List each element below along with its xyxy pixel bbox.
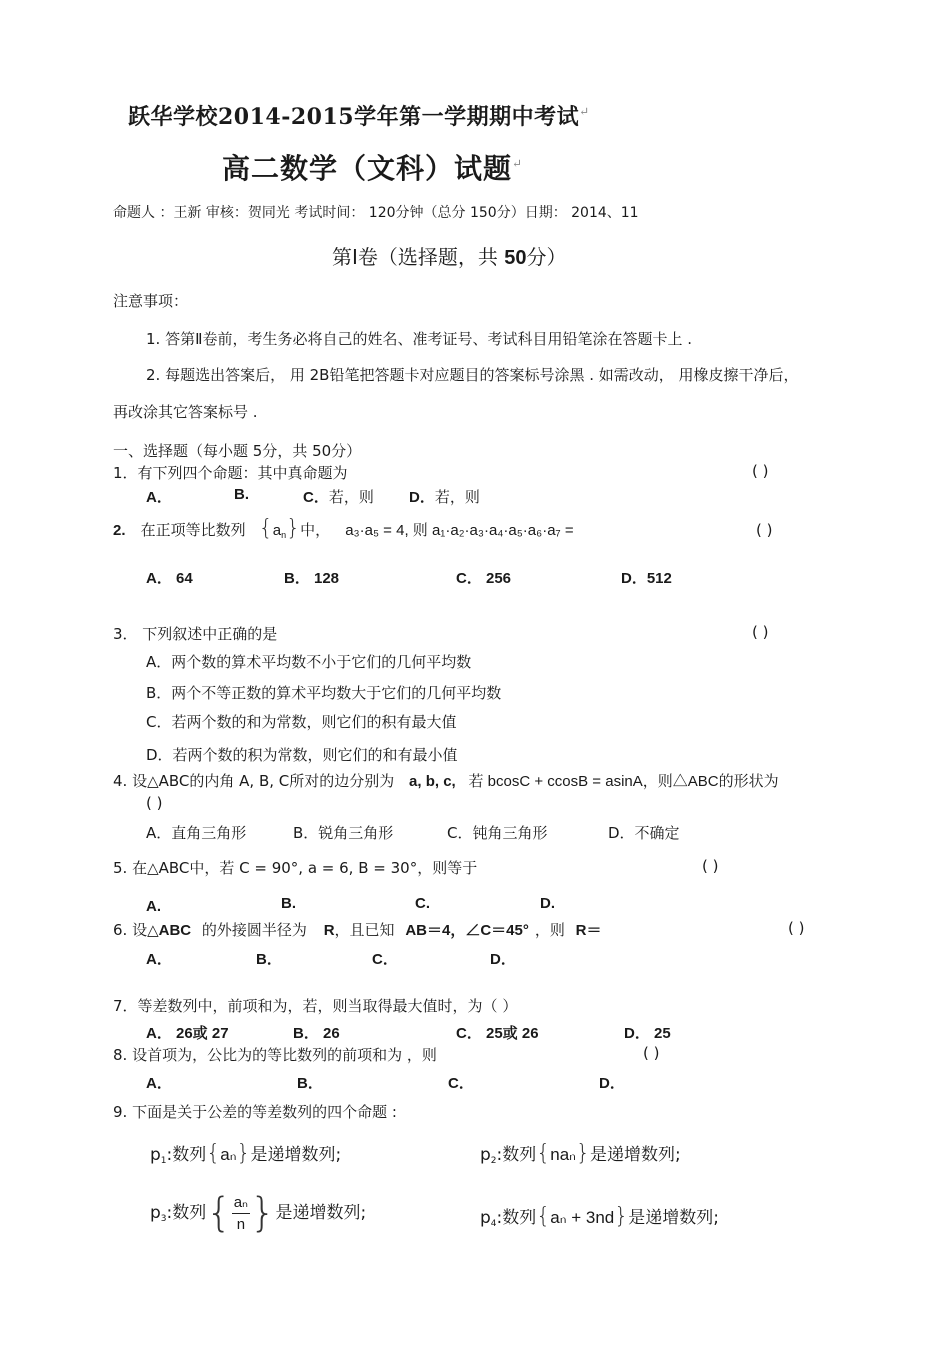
question-8-answer-paren: ( ) <box>643 1044 660 1062</box>
question-1-stem: 1．有下列四个命题：其中真命题为 <box>113 464 348 482</box>
question-2-stem: 2. 在正项等比数列 $\{a_n\}$中， a₃·a₅ = 4, 则 a₁·a₂·a₃·a₄·a₅·a₆·a₇ = <box>113 516 574 541</box>
question-2-option-a: A． 64 <box>146 570 193 587</box>
question-2-option-b: B． 128 <box>284 570 340 587</box>
question-3-option-c: C．若两个数的和为常数，则它们的积有最大值 <box>146 713 457 731</box>
question-6-stem: 6. 设△ABC 的外接圆半径为 R，且已知 AB＝4，∠C＝45° ，则 R＝ <box>113 921 602 939</box>
question-6-option-c: C． <box>372 951 398 968</box>
question-2-option-d: D．512 <box>621 570 672 587</box>
question-4-answer-paren: ( ) <box>146 794 163 812</box>
question-1-option-b: B. <box>234 486 249 503</box>
notes-heading: 注意事项： <box>113 292 189 310</box>
school-title: 跃华学校2014-2015学年第一学期期中考试↵ <box>128 104 590 130</box>
question-6-option-a: A． <box>146 951 172 968</box>
question-3-option-d: D．若两个数的积为常数，则它们的和有最小值 <box>146 746 458 764</box>
part-heading: 一、选择题（每小题 5分，共 50分） <box>113 442 362 460</box>
exam-title: 高二数学（文科）试题↵ <box>222 152 524 185</box>
question-1-option-d: D．若，则 <box>409 488 480 506</box>
question-3-stem: 3． 下列叙述中正确的是 <box>113 625 278 643</box>
question-6-answer-paren: ( ) <box>788 919 805 937</box>
question-1-option-c: C．若，则 <box>303 488 374 506</box>
question-4-option-c: C．钝角三角形 <box>447 824 548 842</box>
question-7-stem: 7．等差数列中，前项和为，若，则当取得最大值时，为（ ） <box>113 997 518 1015</box>
question-4-option-b: B．锐角三角形 <box>293 824 394 842</box>
question-3-option-b: B．两个不等正数的算术平均数大于它们的几何平均数 <box>146 684 502 702</box>
question-2-answer-paren: ( ) <box>756 521 773 539</box>
question-7-option-d: D． 25 <box>624 1025 671 1042</box>
question-1-option-a: A． <box>146 489 172 506</box>
question-8-option-d: D． <box>599 1075 625 1092</box>
question-8-stem: 8. 设首项为，公比为的等比数列的前项和为 ，则 <box>113 1046 437 1064</box>
question-7-option-c: C． 25或 26 <box>456 1025 539 1042</box>
question-5-option-a: A. <box>146 898 161 915</box>
question-3-answer-paren: ( ) <box>752 623 769 641</box>
notes-item-2: 2. 每题选出答案后， 用 2B铅笔把答题卡对应题目的答案标号涂黑 . 如需改动， 用橡皮擦干净后， <box>146 366 799 384</box>
notes-item-1: 1. 答第Ⅱ卷前，考生务必将自己的姓名、准考证号、考试科目用铅笔涂在答题卡上 . <box>146 330 693 348</box>
question-5-answer-paren: ( ) <box>702 857 719 875</box>
question-6-option-d: D． <box>490 951 516 968</box>
question-4-stem: 4. 设△ABC的内角 A, B, C所对的边分别为 a, b, c, 若 bcosC + ccosB = asinA，则△ABC的形状为 <box>113 772 779 790</box>
question-8-option-c: C． <box>448 1075 474 1092</box>
question-5-option-c: C. <box>415 895 430 912</box>
exam-meta-line: 命题人 ：王新 审核：贺同光 考试时间： 120分钟（总分 150分）日期： 2014、11 <box>113 205 639 221</box>
proposition-p3: $p_3$:数列{ $\frac{\text{aₙ}}{n}$ }是递增数列; <box>150 1190 367 1236</box>
question-4-option-d: D．不确定 <box>608 824 680 842</box>
question-1-answer-paren: ( ) <box>752 462 769 480</box>
question-5-option-d: D. <box>540 895 555 912</box>
question-7-option-a: A． 26或 27 <box>146 1025 229 1042</box>
question-4-option-a: A．直角三角形 <box>146 824 247 842</box>
proposition-p4: $p_4$:数列{aₙ + 3nd}是递增数列; <box>480 1204 719 1229</box>
question-3-option-a: A．两个数的算术平均数不小于它们的几何平均数 <box>146 653 472 671</box>
question-7-option-b: B． 26 <box>293 1025 340 1042</box>
notes-item-2-continued: 再改涂其它答案标号 . <box>113 403 258 421</box>
question-5-stem: 5. 在△ABC中，若 C = 90°, a = 6, B = 30°，则等于 <box>113 859 478 877</box>
question-6-option-b: B． <box>256 951 282 968</box>
question-8-option-b: B． <box>297 1075 323 1092</box>
question-5-option-b: B. <box>281 895 296 912</box>
proposition-p1: $p_1$:数列{aₙ}是递增数列; <box>150 1141 342 1166</box>
question-8-option-a: A． <box>146 1075 172 1092</box>
question-9-stem: 9. 下面是关于公差的等差数列的四个命题 : <box>113 1103 397 1121</box>
proposition-p2: $p_2$:数列{naₙ}是递增数列; <box>480 1141 681 1166</box>
section-title: 第Ⅰ卷（选择题，共 50分） <box>332 245 567 269</box>
question-2-option-c: C． 256 <box>456 570 512 587</box>
